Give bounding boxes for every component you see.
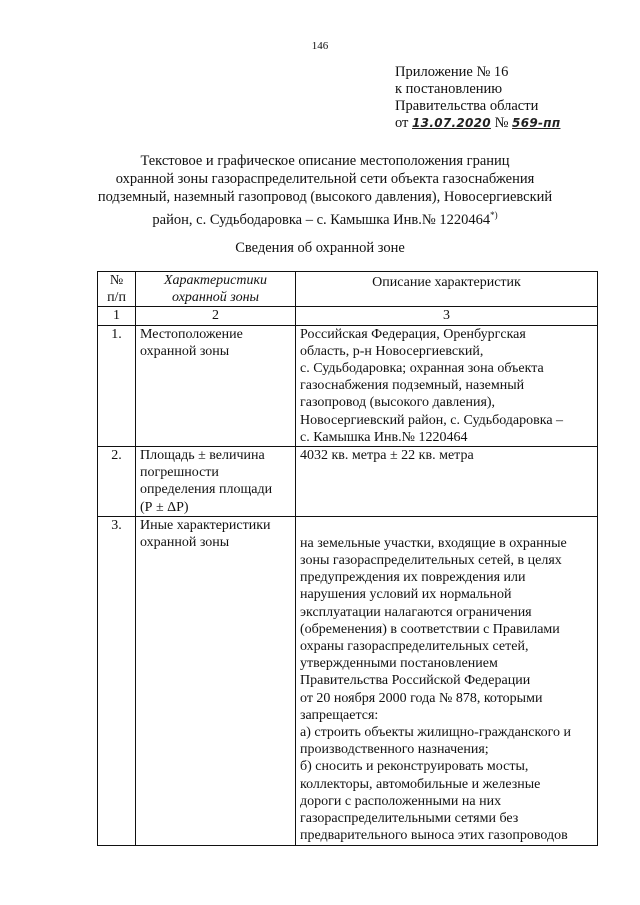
row-1-desc-line: область, р-н Новосергиевский, <box>300 343 484 359</box>
row-1-num: 1. <box>98 325 136 446</box>
title-line-3: подземный, наземный газопровод (высокого давления), Новосергиевский <box>97 189 553 205</box>
row-2-name-line: погрешности <box>140 465 219 481</box>
appendix-number-sign: № <box>494 115 509 131</box>
row-3-desc-line: б) сносить и реконструировать мосты, <box>300 759 529 775</box>
appendix-block <box>395 64 560 132</box>
row-3-desc-line: коллекторы, автомобильные и железные <box>300 776 541 792</box>
row-3-desc-line: предупреждения их повреждения или <box>300 570 526 586</box>
appendix-line-3: Правительства области <box>395 98 539 114</box>
appendix-line-2: к постановлению <box>395 81 503 97</box>
page-number: 146 <box>311 40 329 52</box>
appendix-number: 569-пп <box>512 116 561 130</box>
row-1-desc-line: с. Камышка Инв.№ 1220464 <box>300 429 468 445</box>
row-3-num: 3. <box>98 516 136 845</box>
appendix-line-1: Приложение № 16 <box>395 64 509 80</box>
appendix-date: 13.07.2020 <box>412 116 491 130</box>
row-1-desc-line: с. Судьбодаровка; охранная зона объекта <box>300 361 544 377</box>
document-title <box>90 152 560 229</box>
header-description: Описание характеристик <box>296 272 598 307</box>
row-3-desc-line: нарушения условий их нормальной <box>300 587 512 603</box>
header-characteristics <box>136 272 296 307</box>
table-row <box>98 325 598 446</box>
title-line-2: охранной зоны газораспределительной сети объекта газоснабжения <box>115 171 535 187</box>
row-1-name-line: охранной зоны <box>140 343 230 359</box>
header-char-line-1: Характеристики <box>163 273 268 288</box>
section-subtitle: Сведения об охранной зоне <box>235 240 405 256</box>
row-2-name-line: определения площади <box>140 482 273 498</box>
row-1-desc-line: газоснабжения подземный, наземный <box>300 378 525 394</box>
title-line-4 <box>90 206 560 229</box>
row-3-desc-line: производственного назначения; <box>300 742 489 758</box>
row-3-desc-line: зоны газораспределительных сетей, в целях <box>300 553 562 569</box>
row-1-desc-line: Новосергиевский район, с. Судьбодаровка – <box>300 412 564 428</box>
row-2-num: 2. <box>98 447 136 517</box>
row-3-desc-line: запрещается: <box>300 707 379 723</box>
row-1-description <box>296 325 598 446</box>
zone-table <box>97 271 598 846</box>
index-cell-3: 3 <box>296 307 598 325</box>
row-3-desc-line: охраны газораспределительных сетей, <box>300 639 529 655</box>
table-index-row <box>98 307 598 325</box>
row-3-description <box>296 516 598 845</box>
row-3-desc-line: (обременения) в соответствии с Правилами <box>300 621 560 637</box>
header-char-line-2: охранной зоны <box>171 290 260 306</box>
row-3-desc-line: предварительного выноса этих газопроводов <box>300 828 568 844</box>
table-row <box>98 516 598 845</box>
row-3-desc-line: эксплуатации налагаются ограничения <box>300 604 532 620</box>
row-3-desc-line: а) строить объекты жилищно-гражданского и <box>300 725 571 741</box>
row-3-name-line: охранной зоны <box>140 535 230 551</box>
row-3-name <box>136 516 296 845</box>
row-3-desc-line: дороги с расположенными на них <box>300 793 502 809</box>
index-cell-2: 2 <box>136 307 296 325</box>
appendix-from-label: от <box>395 115 409 131</box>
index-cell-1: 1 <box>98 307 136 325</box>
table-row <box>98 447 598 517</box>
row-3-desc-line: Правительства Российской Федерации <box>300 673 531 689</box>
row-1-name <box>136 325 296 446</box>
header-num-line-1: № <box>109 273 124 288</box>
row-1-name-line: Местоположение <box>140 326 243 342</box>
row-2-name-line: (Р ± ΔР) <box>140 499 189 515</box>
title-footnote-mark: *) <box>490 210 498 220</box>
header-num-line-2: п/п <box>107 290 126 306</box>
header-num <box>98 272 136 307</box>
appendix-date-line <box>395 115 560 132</box>
row-3-name-line: Иные характеристики <box>140 517 271 533</box>
table-header-row <box>98 272 598 307</box>
title-line-4-text: район, с. Судьбодаровка – с. Камышка Инв.№ 1220464 <box>152 211 491 228</box>
row-2-name-line: Площадь ± величина <box>140 448 265 464</box>
row-2-description <box>296 447 598 517</box>
row-3-desc-line: утвержденными постановлением <box>300 656 498 672</box>
row-3-desc-line: от 20 ноября 2000 года № 878, которыми <box>300 690 543 706</box>
row-3-desc-line: на земельные участки, входящие в охранные <box>300 535 567 551</box>
row-2-desc-line: 4032 кв. метра ± 22 кв. метра <box>300 448 474 464</box>
title-line-1: Текстовое и графическое описание местоположения границ <box>140 153 510 169</box>
row-1-desc-line: газопровод (высокого давления), <box>300 395 496 411</box>
row-3-desc-line: газораспределительными сетями без <box>300 811 519 827</box>
row-1-desc-line: Российская Федерация, Оренбургская <box>300 326 526 342</box>
row-2-name <box>136 447 296 517</box>
